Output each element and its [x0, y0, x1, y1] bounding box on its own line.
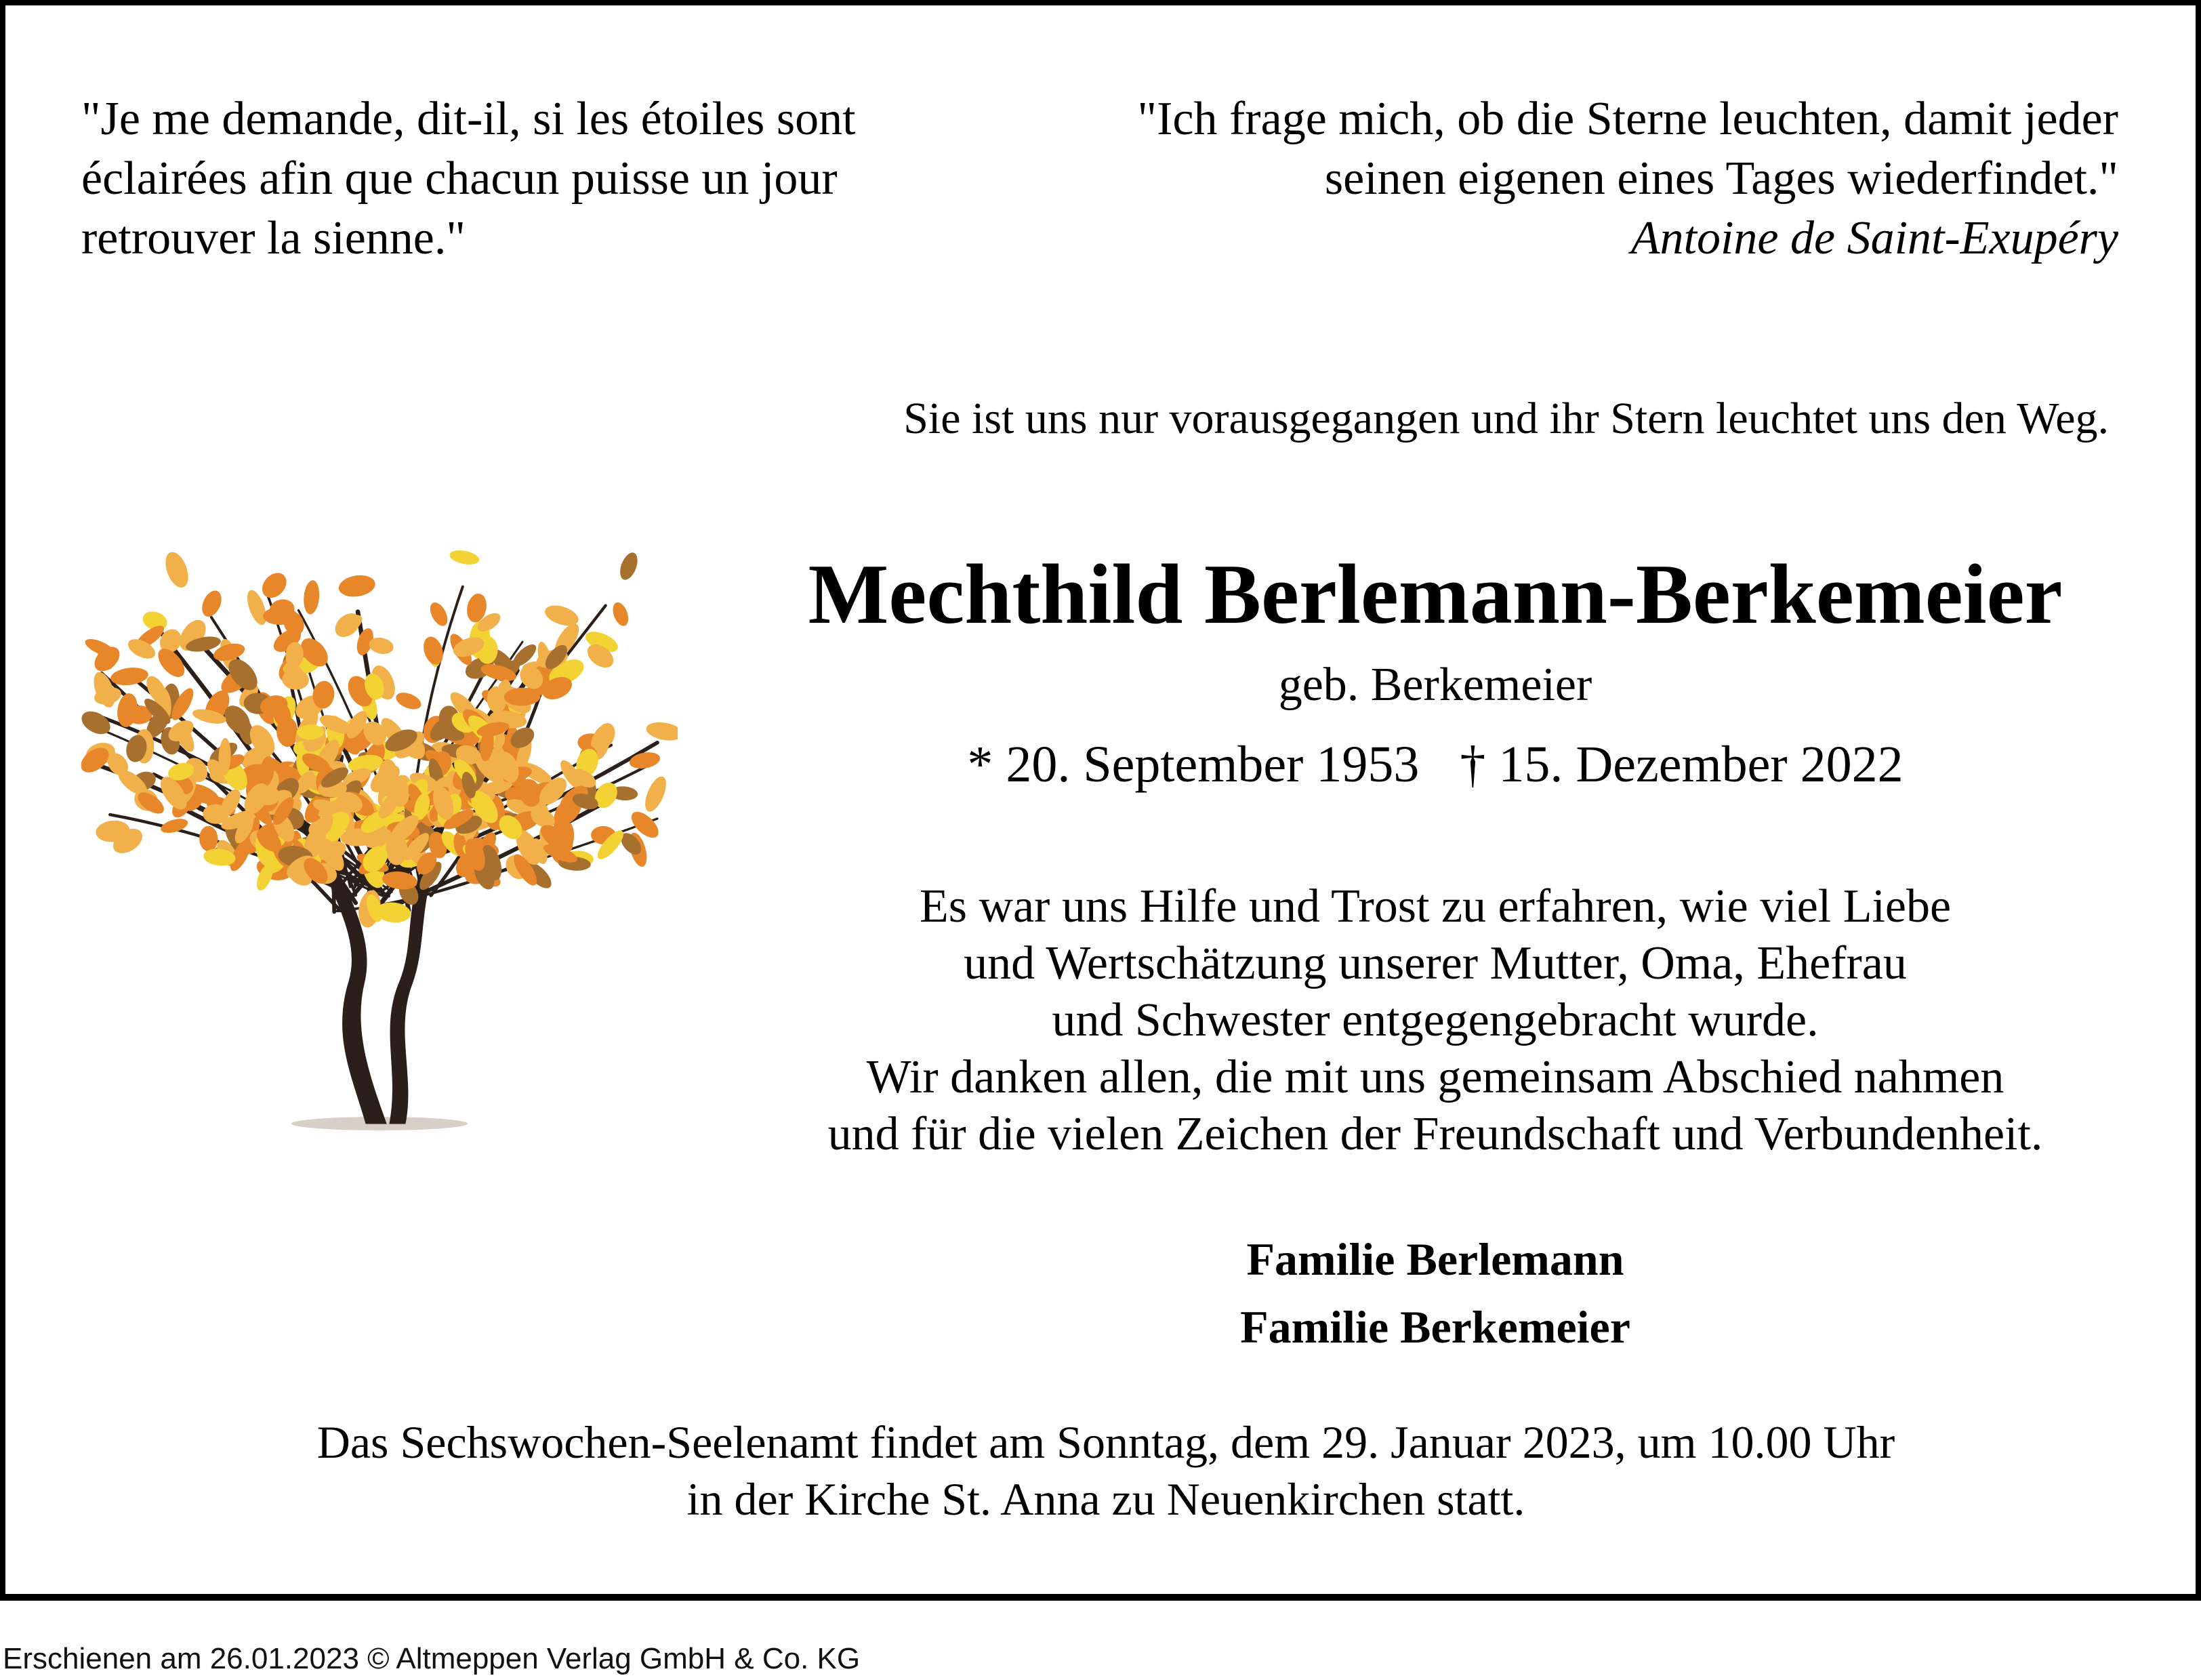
life-dates [710, 732, 2160, 797]
death-date: † 15. Dezember 2022 [1460, 736, 1904, 793]
family-name: Familie Berkemeier [1240, 1301, 1630, 1353]
quote-french-line: retrouver la sienne." [81, 212, 466, 264]
quote-french-line: "Je me demande, dit-il, si les étoiles sont [81, 93, 856, 145]
motto: Sie ist uns nur vorausgegangen und ihr Stern leuchtet uns den Weg. [903, 394, 2109, 443]
publication-footer: Erschienen am 26.01.2023 © Altmeppen Verlag GmbH & Co. KG [3, 1642, 861, 1675]
quote-author: Antoine de Saint-Exupéry [1630, 212, 2118, 264]
quote-german-line: seinen eigenen eines Tages wiederfindet." [1324, 152, 2118, 205]
quote-french-line: éclairées afin que chacun puisse un jour [81, 152, 838, 205]
birth-name: geb. Berkemeier [1278, 659, 1592, 711]
thanks-line: und Wertschätzung unserer Mutter, Oma, Ehefrau [964, 937, 1907, 989]
quote-french [81, 89, 976, 268]
thanks-line: und Schwester entgegengebracht wurde. [1052, 994, 1819, 1046]
thanks-line: und für die vielen Zeichen der Freundschaft und Verbundenheit. [827, 1108, 2043, 1160]
mass-line: in der Kirche St. Anna zu Neuenkirchen statt. [686, 1473, 1525, 1525]
autumn-tree-icon [81, 493, 678, 1144]
quote-german-line: "Ich frage mich, ob die Sterne leuchten, damit jeder [1137, 93, 2118, 145]
quote-german [966, 89, 2118, 268]
deceased-name: Mechthild Berlemann-Berkemeier [808, 548, 2063, 642]
family-name: Familie Berlemann [1246, 1233, 1624, 1285]
memorial-mass-notice [46, 1414, 2166, 1528]
thanks-text [710, 878, 2160, 1163]
birth-date: * 20. September 1953 [967, 736, 1420, 793]
thanks-line: Wir danken allen, die mit uns gemeinsam Abschied nahmen [866, 1051, 2004, 1103]
family-signatures [710, 1225, 2160, 1361]
thanks-line: Es war uns Hilfe und Trost zu erfahren, wie viel Liebe [919, 880, 1952, 933]
mass-line: Das Sechswochen-Seelenamt findet am Sonntag, dem 29. Januar 2023, um 10.00 Uhr [316, 1416, 1895, 1468]
